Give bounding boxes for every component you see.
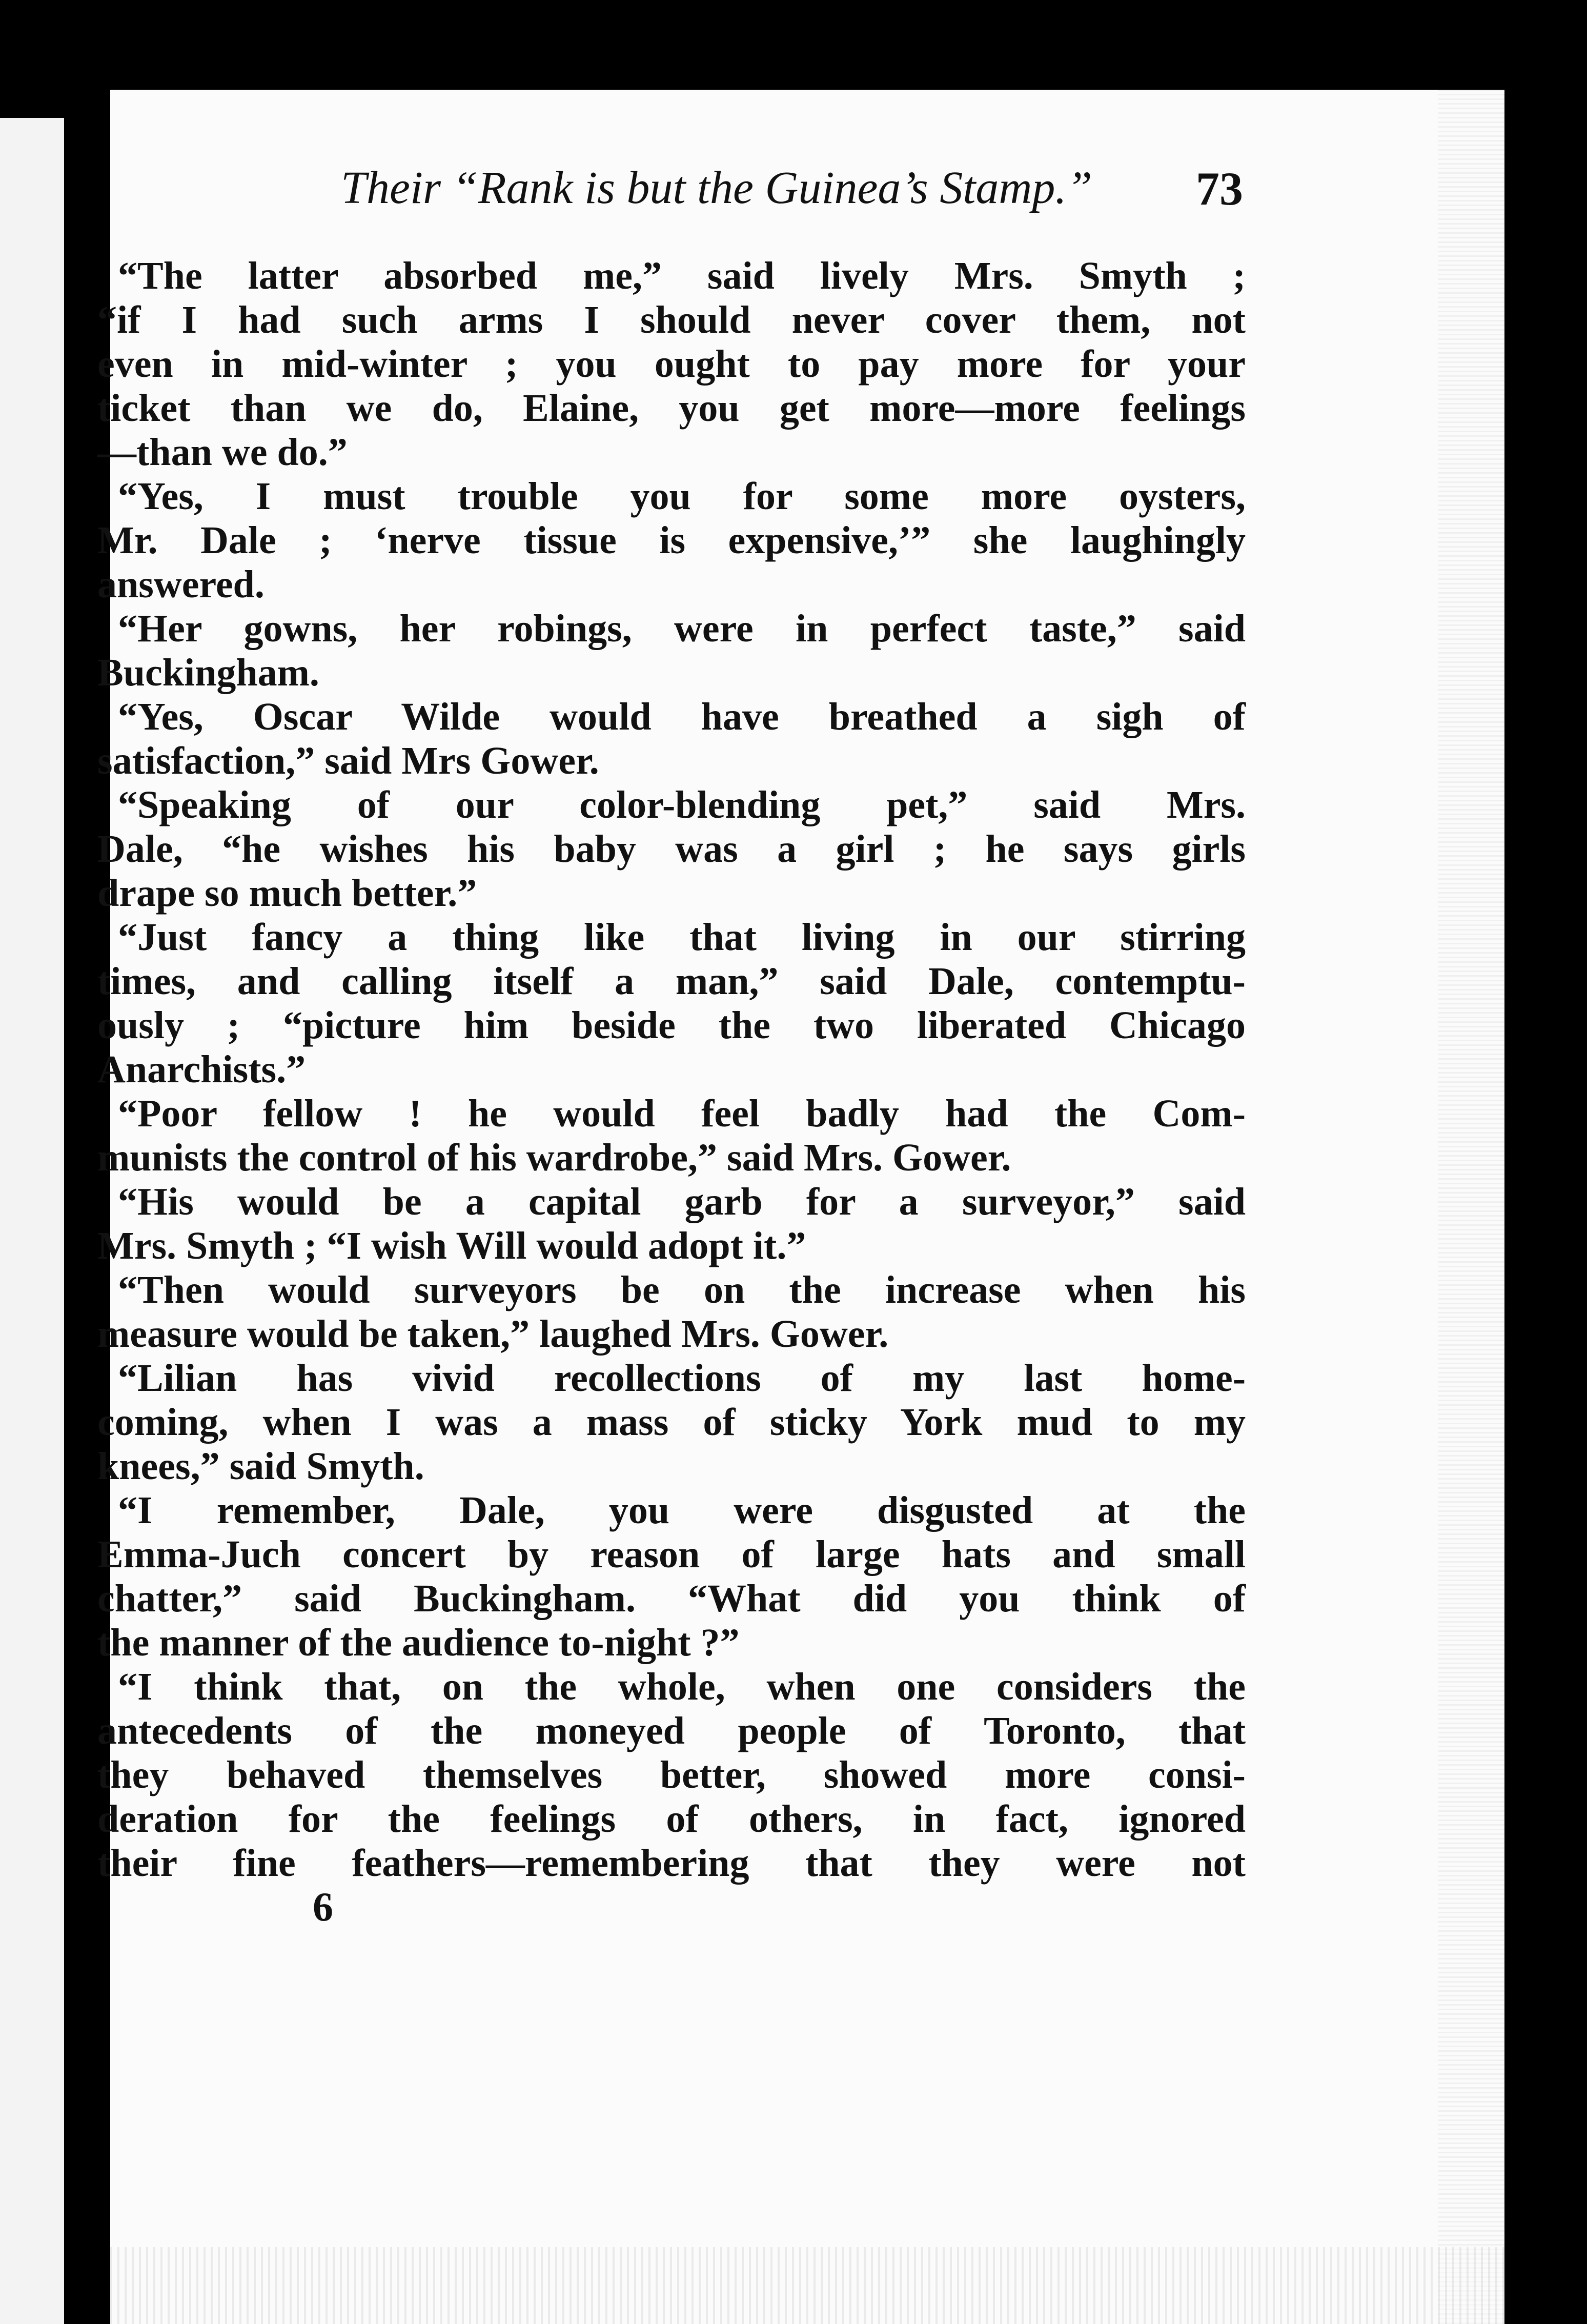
text-line: “The latter absorbed me,” said lively Mrs. Smyth ;: [118, 254, 1246, 297]
text-line: deration for the feelings of others, in fact, ignored: [97, 1797, 1246, 1841]
text-line: knees,” said Smyth.: [97, 1445, 424, 1488]
text-line: munists the control of his wardrobe,” said Mrs. Gower.: [97, 1136, 1011, 1179]
text-line: “Speaking of our color-blending pet,” said Mrs.: [118, 783, 1246, 826]
text-line: Dale, “he wishes his baby was a girl ; he says girls: [97, 827, 1246, 871]
page-bottom-grain: [110, 2247, 1504, 2324]
text-line: Emma-Juch concert by reason of large hats and small: [97, 1533, 1246, 1576]
text-line: “Yes, Oscar Wilde would have breathed a sigh of: [118, 695, 1246, 738]
text-line: Mr. Dale ; ‘nerve tissue is expensive,’” she laughingly: [97, 519, 1246, 562]
body-text: [97, 254, 1246, 1885]
text-line: “Then would surveyors be on the increase when his: [118, 1268, 1246, 1311]
signature-mark: 6: [313, 1885, 333, 1930]
text-line: Mrs. Smyth ; “I wish Will would adopt it.”: [97, 1224, 806, 1267]
page-header: [231, 161, 1243, 259]
text-line: Anarchists.”: [97, 1048, 306, 1091]
text-line: Buckingham.: [97, 651, 319, 694]
text-line: their fine feathers—remembering that they were not: [97, 1842, 1246, 1885]
text-line: “Poor fellow ! he would feel badly had the Com-: [118, 1092, 1246, 1135]
text-line: satisfaction,” said Mrs Gower.: [97, 739, 599, 782]
text-line: answered.: [97, 563, 264, 606]
facing-page-edge: [0, 118, 64, 2324]
running-title: Their “Rank is but the Guinea’s Stamp.”: [341, 163, 1092, 213]
text-line: the manner of the audience to-night ?”: [97, 1621, 740, 1664]
text-line: ticket than we do, Elaine, you get more—more feelings: [97, 387, 1246, 430]
text-line: “Just fancy a thing like that living in our stirring: [118, 916, 1246, 959]
text-line: “I remember, Dale, you were disgusted at the: [118, 1489, 1246, 1532]
text-line: ously ; “picture him beside the two liberated Chicago: [97, 1004, 1246, 1047]
text-line: coming, when I was a mass of sticky York mud to my: [97, 1401, 1246, 1444]
text-line: drape so much better.”: [97, 872, 477, 915]
text-line: even in mid-winter ; you ought to pay more for your: [97, 342, 1246, 386]
text-line: times, and calling itself a man,” said Dale, contemptu-: [97, 960, 1246, 1003]
text-line: antecedents of the moneyed people of Toronto, that: [97, 1709, 1246, 1752]
text-line: measure would be taken,” laughed Mrs. Gower.: [97, 1312, 889, 1356]
page-edge-grain: [1438, 90, 1504, 2324]
text-line: —than we do.”: [97, 431, 348, 474]
text-line: “if I had such arms I should never cover them, not: [97, 298, 1246, 341]
text-line: “Her gowns, her robings, were in perfect taste,” said: [118, 607, 1246, 650]
text-line: “Lilian has vivid recollections of my last home-: [118, 1357, 1246, 1400]
text-line: they behaved themselves better, showed more consi-: [97, 1753, 1246, 1796]
page-number: 73: [1196, 163, 1243, 215]
text-line: “Yes, I must trouble you for some more oysters,: [118, 475, 1246, 518]
text-line: “I think that, on the whole, when one considers the: [118, 1665, 1246, 1708]
text-line: chatter,” said Buckingham. “What did you think of: [97, 1577, 1246, 1620]
text-line: “His would be a capital garb for a surveyor,” said: [118, 1180, 1246, 1223]
